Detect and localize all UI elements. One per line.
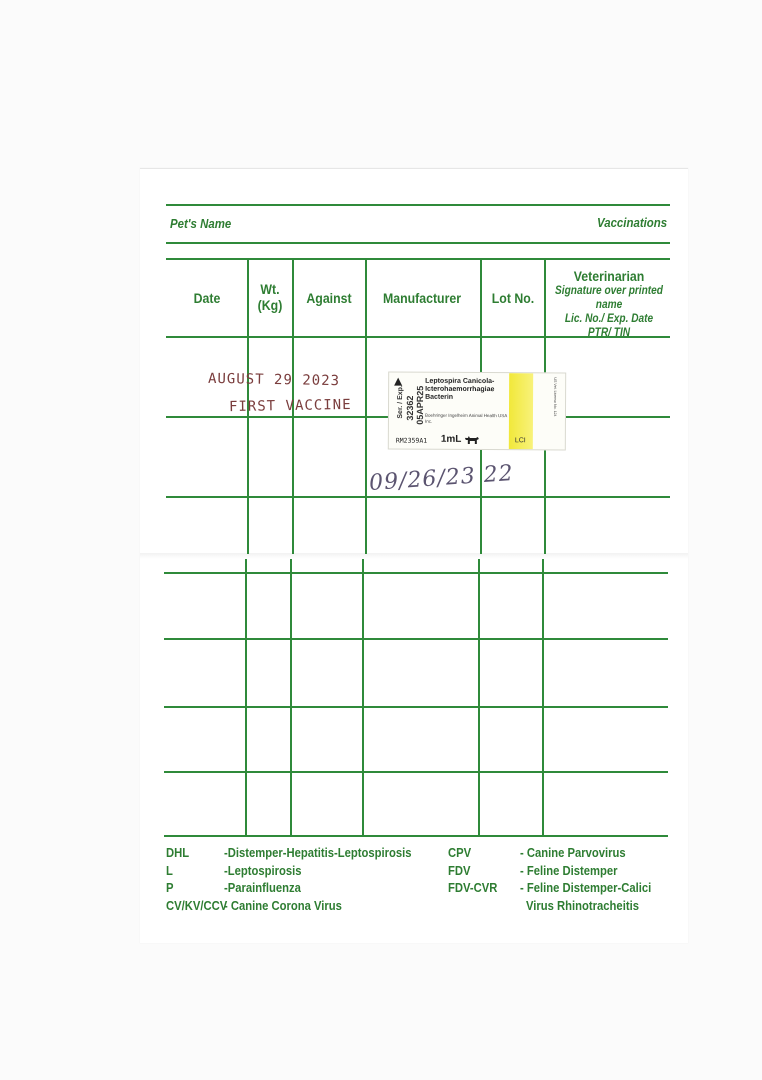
- vet-header-sub3: PTR/ TIN: [587, 327, 631, 339]
- col-header-against: [298, 290, 360, 307]
- vaccine-sticker: [388, 372, 566, 451]
- legend-desc-p: -Parainfluenza: [224, 881, 301, 895]
- date-header-text: Date: [193, 290, 221, 306]
- card-fold-line: [140, 553, 688, 559]
- table-bottom-rule: [164, 835, 668, 837]
- sticker-lot-number: 32362: [404, 395, 416, 421]
- pets-name-label: Pet's Name: [170, 216, 232, 231]
- table-row-rule-5: [164, 706, 668, 708]
- table-row-rule-6: [164, 771, 668, 773]
- wt-header-line1: Wt.: [260, 281, 280, 297]
- legend-code-fdv: FDV: [448, 864, 471, 878]
- col-divider-5-lower: [542, 559, 544, 836]
- wt-header-line2: (Kg): [257, 297, 283, 313]
- legend-code-cpv: CPV: [448, 846, 472, 860]
- legend-code-ccv: CV/KV/CCV: [166, 899, 228, 913]
- legend-code-fdv-cvr: FDV-CVR: [448, 881, 498, 895]
- col-header-lot-no: [486, 290, 541, 307]
- header-top-rule: [166, 204, 670, 206]
- legend-desc-fdv-cvr: - Feline Distemper-Calici: [520, 881, 652, 895]
- col-header-weight: [252, 281, 289, 313]
- table-row-rule-2: [166, 496, 670, 498]
- legend-desc-l: -Leptospirosis: [224, 864, 302, 878]
- table-row-rule-4: [164, 638, 668, 640]
- legend-desc-fdv: - Feline Distemper: [520, 864, 618, 878]
- sticker-expiry: 05APR25: [414, 385, 426, 425]
- sticker-product-name: Leptospira Canicola-Icterohaemorrhagiae Bacterin: [425, 377, 495, 401]
- dog-icon: [464, 435, 480, 445]
- sticker-dose: 1mL: [440, 433, 462, 445]
- sticker-brand-code: LCI: [514, 437, 526, 445]
- vaccinations-label: Vaccinations: [597, 215, 668, 230]
- legend-desc-ccv: - Canine Corona Virus: [224, 899, 342, 913]
- col-divider-3-lower: [362, 559, 364, 836]
- sticker-small-vertical: Ser. / Exp.: [396, 385, 405, 419]
- handwritten-note: FIRST VACCINE: [228, 396, 352, 416]
- col-header-manufacturer: [367, 290, 476, 307]
- col-header-date: [173, 290, 242, 307]
- legend-code-dhl: DHL: [166, 846, 190, 860]
- table-row-rule-3: [164, 572, 668, 574]
- manufacturer-header-text: Manufacturer: [382, 290, 462, 306]
- against-header-text: Against: [306, 290, 352, 306]
- vet-header-sub2: Lic. No./ Exp. Date: [564, 313, 654, 325]
- vet-header-sub1: Signature over printed name: [555, 285, 663, 311]
- col-header-veterinarian: [548, 268, 669, 340]
- vet-header-title: Veterinarian: [573, 268, 645, 284]
- handwritten-next-date: 09/26/23 22: [368, 460, 515, 497]
- legend-desc-rhinotracheitis: Virus Rhinotracheitis: [526, 899, 639, 913]
- lot-no-header-text: Lot No.: [491, 290, 535, 306]
- sticker-side-text: US Vet. License No. 124: [552, 377, 558, 417]
- sticker-company: Boehringer Ingelheim Animal Health USA Inc.: [424, 412, 508, 424]
- legend-code-l: L: [166, 864, 173, 878]
- table-top-rule: [166, 258, 670, 260]
- handwritten-date: AUGUST 29 2023: [207, 370, 341, 390]
- legend-code-p: P: [166, 881, 174, 895]
- sticker-serial-code: RM2359A1: [395, 436, 428, 445]
- col-divider-1-lower: [245, 559, 247, 836]
- legend-desc-cpv: - Canine Parvovirus: [520, 846, 626, 860]
- col-divider-2-lower: [290, 559, 292, 836]
- legend-desc-dhl: -Distemper-Hepatitis-Leptospirosis: [224, 846, 412, 860]
- col-divider-4-lower: [478, 559, 480, 836]
- header-bottom-rule: [166, 242, 670, 244]
